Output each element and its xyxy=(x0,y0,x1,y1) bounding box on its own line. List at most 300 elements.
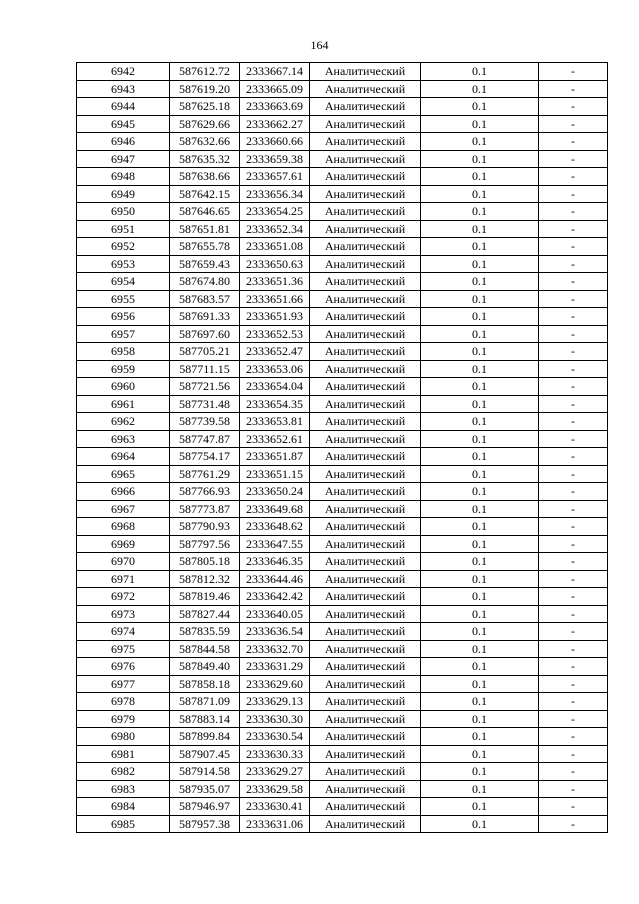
point-number-cell: 6948 xyxy=(77,168,170,186)
point-number-cell: 6949 xyxy=(77,185,170,203)
table-row xyxy=(77,343,608,361)
y-coordinate-cell: 2333629.13 xyxy=(240,693,310,711)
method-cell: Аналитический xyxy=(310,395,421,413)
accuracy-cell: 0.1 xyxy=(421,255,539,273)
table-body xyxy=(77,63,608,833)
accuracy-cell: 0.1 xyxy=(421,360,539,378)
note-cell: - xyxy=(539,710,608,728)
point-number-cell: 6954 xyxy=(77,273,170,291)
point-number-cell: 6959 xyxy=(77,360,170,378)
y-coordinate-cell: 2333651.36 xyxy=(240,273,310,291)
x-coordinate-cell: 587957.38 xyxy=(170,815,240,833)
note-cell: - xyxy=(539,220,608,238)
method-cell: Аналитический xyxy=(310,763,421,781)
method-cell: Аналитический xyxy=(310,63,421,81)
x-coordinate-cell: 587773.87 xyxy=(170,500,240,518)
method-cell: Аналитический xyxy=(310,693,421,711)
method-cell: Аналитический xyxy=(310,745,421,763)
accuracy-cell: 0.1 xyxy=(421,518,539,536)
accuracy-cell: 0.1 xyxy=(421,640,539,658)
y-coordinate-cell: 2333630.33 xyxy=(240,745,310,763)
y-coordinate-cell: 2333632.70 xyxy=(240,640,310,658)
accuracy-cell: 0.1 xyxy=(421,448,539,466)
y-coordinate-cell: 2333651.15 xyxy=(240,465,310,483)
note-cell: - xyxy=(539,640,608,658)
accuracy-cell: 0.1 xyxy=(421,273,539,291)
x-coordinate-cell: 587625.18 xyxy=(170,98,240,116)
table-row xyxy=(77,763,608,781)
method-cell: Аналитический xyxy=(310,413,421,431)
x-coordinate-cell: 587747.87 xyxy=(170,430,240,448)
method-cell: Аналитический xyxy=(310,238,421,256)
table-row xyxy=(77,640,608,658)
y-coordinate-cell: 2333631.06 xyxy=(240,815,310,833)
accuracy-cell: 0.1 xyxy=(421,815,539,833)
x-coordinate-cell: 587683.57 xyxy=(170,290,240,308)
table-row xyxy=(77,63,608,81)
table-row xyxy=(77,395,608,413)
y-coordinate-cell: 2333629.27 xyxy=(240,763,310,781)
accuracy-cell: 0.1 xyxy=(421,220,539,238)
method-cell: Аналитический xyxy=(310,150,421,168)
accuracy-cell: 0.1 xyxy=(421,63,539,81)
x-coordinate-cell: 587705.21 xyxy=(170,343,240,361)
table-row xyxy=(77,378,608,396)
note-cell: - xyxy=(539,413,608,431)
note-cell: - xyxy=(539,465,608,483)
point-number-cell: 6975 xyxy=(77,640,170,658)
table-row xyxy=(77,98,608,116)
point-number-cell: 6962 xyxy=(77,413,170,431)
y-coordinate-cell: 2333654.35 xyxy=(240,395,310,413)
method-cell: Аналитический xyxy=(310,728,421,746)
accuracy-cell: 0.1 xyxy=(421,728,539,746)
accuracy-cell: 0.1 xyxy=(421,763,539,781)
table-row xyxy=(77,535,608,553)
accuracy-cell: 0.1 xyxy=(421,500,539,518)
accuracy-cell: 0.1 xyxy=(421,553,539,571)
y-coordinate-cell: 2333651.87 xyxy=(240,448,310,466)
x-coordinate-cell: 587612.72 xyxy=(170,63,240,81)
note-cell: - xyxy=(539,290,608,308)
y-coordinate-cell: 2333651.93 xyxy=(240,308,310,326)
table-row xyxy=(77,465,608,483)
note-cell: - xyxy=(539,675,608,693)
table-row xyxy=(77,448,608,466)
x-coordinate-cell: 587731.48 xyxy=(170,395,240,413)
method-cell: Аналитический xyxy=(310,133,421,151)
method-cell: Аналитический xyxy=(310,255,421,273)
x-coordinate-cell: 587651.81 xyxy=(170,220,240,238)
note-cell: - xyxy=(539,168,608,186)
note-cell: - xyxy=(539,623,608,641)
y-coordinate-cell: 2333657.61 xyxy=(240,168,310,186)
table-row xyxy=(77,133,608,151)
x-coordinate-cell: 587646.65 xyxy=(170,203,240,221)
y-coordinate-cell: 2333648.62 xyxy=(240,518,310,536)
y-coordinate-cell: 2333642.42 xyxy=(240,588,310,606)
note-cell: - xyxy=(539,360,608,378)
accuracy-cell: 0.1 xyxy=(421,570,539,588)
point-number-cell: 6943 xyxy=(77,80,170,98)
accuracy-cell: 0.1 xyxy=(421,203,539,221)
note-cell: - xyxy=(539,570,608,588)
x-coordinate-cell: 587697.60 xyxy=(170,325,240,343)
point-number-cell: 6951 xyxy=(77,220,170,238)
point-number-cell: 6973 xyxy=(77,605,170,623)
method-cell: Аналитический xyxy=(310,780,421,798)
x-coordinate-cell: 587812.32 xyxy=(170,570,240,588)
point-number-cell: 6955 xyxy=(77,290,170,308)
point-number-cell: 6952 xyxy=(77,238,170,256)
table-row xyxy=(77,203,608,221)
y-coordinate-cell: 2333656.34 xyxy=(240,185,310,203)
x-coordinate-cell: 587914.58 xyxy=(170,763,240,781)
y-coordinate-cell: 2333651.66 xyxy=(240,290,310,308)
note-cell: - xyxy=(539,395,608,413)
point-number-cell: 6968 xyxy=(77,518,170,536)
note-cell: - xyxy=(539,63,608,81)
point-number-cell: 6960 xyxy=(77,378,170,396)
x-coordinate-cell: 587739.58 xyxy=(170,413,240,431)
point-number-cell: 6984 xyxy=(77,798,170,816)
point-number-cell: 6978 xyxy=(77,693,170,711)
point-number-cell: 6977 xyxy=(77,675,170,693)
y-coordinate-cell: 2333662.27 xyxy=(240,115,310,133)
note-cell: - xyxy=(539,518,608,536)
x-coordinate-cell: 587805.18 xyxy=(170,553,240,571)
table-row xyxy=(77,413,608,431)
table-row xyxy=(77,115,608,133)
method-cell: Аналитический xyxy=(310,815,421,833)
y-coordinate-cell: 2333647.55 xyxy=(240,535,310,553)
method-cell: Аналитический xyxy=(310,308,421,326)
accuracy-cell: 0.1 xyxy=(421,185,539,203)
accuracy-cell: 0.1 xyxy=(421,675,539,693)
method-cell: Аналитический xyxy=(310,483,421,501)
x-coordinate-cell: 587766.93 xyxy=(170,483,240,501)
point-number-cell: 6974 xyxy=(77,623,170,641)
point-number-cell: 6946 xyxy=(77,133,170,151)
note-cell: - xyxy=(539,815,608,833)
table-row xyxy=(77,658,608,676)
method-cell: Аналитический xyxy=(310,623,421,641)
accuracy-cell: 0.1 xyxy=(421,150,539,168)
accuracy-cell: 0.1 xyxy=(421,395,539,413)
method-cell: Аналитический xyxy=(310,185,421,203)
y-coordinate-cell: 2333653.06 xyxy=(240,360,310,378)
point-number-cell: 6980 xyxy=(77,728,170,746)
table-row xyxy=(77,80,608,98)
accuracy-cell: 0.1 xyxy=(421,430,539,448)
method-cell: Аналитический xyxy=(310,570,421,588)
table-row xyxy=(77,325,608,343)
method-cell: Аналитический xyxy=(310,115,421,133)
method-cell: Аналитический xyxy=(310,658,421,676)
y-coordinate-cell: 2333640.05 xyxy=(240,605,310,623)
method-cell: Аналитический xyxy=(310,553,421,571)
point-number-cell: 6944 xyxy=(77,98,170,116)
y-coordinate-cell: 2333663.69 xyxy=(240,98,310,116)
method-cell: Аналитический xyxy=(310,518,421,536)
note-cell: - xyxy=(539,500,608,518)
accuracy-cell: 0.1 xyxy=(421,798,539,816)
accuracy-cell: 0.1 xyxy=(421,413,539,431)
note-cell: - xyxy=(539,273,608,291)
point-number-cell: 6961 xyxy=(77,395,170,413)
note-cell: - xyxy=(539,150,608,168)
note-cell: - xyxy=(539,80,608,98)
x-coordinate-cell: 587659.43 xyxy=(170,255,240,273)
y-coordinate-cell: 2333651.08 xyxy=(240,238,310,256)
note-cell: - xyxy=(539,728,608,746)
x-coordinate-cell: 587935.07 xyxy=(170,780,240,798)
point-number-cell: 6981 xyxy=(77,745,170,763)
note-cell: - xyxy=(539,308,608,326)
table-row xyxy=(77,518,608,536)
y-coordinate-cell: 2333667.14 xyxy=(240,63,310,81)
accuracy-cell: 0.1 xyxy=(421,98,539,116)
table-row xyxy=(77,588,608,606)
y-coordinate-cell: 2333652.53 xyxy=(240,325,310,343)
method-cell: Аналитический xyxy=(310,430,421,448)
x-coordinate-cell: 587871.09 xyxy=(170,693,240,711)
method-cell: Аналитический xyxy=(310,588,421,606)
y-coordinate-cell: 2333665.09 xyxy=(240,80,310,98)
x-coordinate-cell: 587638.66 xyxy=(170,168,240,186)
note-cell: - xyxy=(539,325,608,343)
table-row xyxy=(77,360,608,378)
y-coordinate-cell: 2333654.25 xyxy=(240,203,310,221)
accuracy-cell: 0.1 xyxy=(421,238,539,256)
note-cell: - xyxy=(539,535,608,553)
method-cell: Аналитический xyxy=(310,80,421,98)
note-cell: - xyxy=(539,343,608,361)
y-coordinate-cell: 2333659.38 xyxy=(240,150,310,168)
note-cell: - xyxy=(539,798,608,816)
y-coordinate-cell: 2333650.63 xyxy=(240,255,310,273)
point-number-cell: 6979 xyxy=(77,710,170,728)
note-cell: - xyxy=(539,780,608,798)
note-cell: - xyxy=(539,658,608,676)
note-cell: - xyxy=(539,378,608,396)
accuracy-cell: 0.1 xyxy=(421,378,539,396)
table-row xyxy=(77,693,608,711)
note-cell: - xyxy=(539,203,608,221)
point-number-cell: 6985 xyxy=(77,815,170,833)
x-coordinate-cell: 587899.84 xyxy=(170,728,240,746)
method-cell: Аналитический xyxy=(310,273,421,291)
table-row xyxy=(77,255,608,273)
accuracy-cell: 0.1 xyxy=(421,115,539,133)
accuracy-cell: 0.1 xyxy=(421,80,539,98)
table-row xyxy=(77,798,608,816)
x-coordinate-cell: 587827.44 xyxy=(170,605,240,623)
y-coordinate-cell: 2333650.24 xyxy=(240,483,310,501)
y-coordinate-cell: 2333652.47 xyxy=(240,343,310,361)
accuracy-cell: 0.1 xyxy=(421,465,539,483)
x-coordinate-cell: 587691.33 xyxy=(170,308,240,326)
point-number-cell: 6967 xyxy=(77,500,170,518)
method-cell: Аналитический xyxy=(310,798,421,816)
method-cell: Аналитический xyxy=(310,605,421,623)
method-cell: Аналитический xyxy=(310,710,421,728)
x-coordinate-cell: 587674.80 xyxy=(170,273,240,291)
point-number-cell: 6965 xyxy=(77,465,170,483)
x-coordinate-cell: 587907.45 xyxy=(170,745,240,763)
table-row xyxy=(77,780,608,798)
table-row xyxy=(77,430,608,448)
method-cell: Аналитический xyxy=(310,220,421,238)
point-number-cell: 6950 xyxy=(77,203,170,221)
y-coordinate-cell: 2333629.60 xyxy=(240,675,310,693)
accuracy-cell: 0.1 xyxy=(421,745,539,763)
point-number-cell: 6947 xyxy=(77,150,170,168)
point-number-cell: 6972 xyxy=(77,588,170,606)
y-coordinate-cell: 2333644.46 xyxy=(240,570,310,588)
y-coordinate-cell: 2333654.04 xyxy=(240,378,310,396)
note-cell: - xyxy=(539,448,608,466)
point-number-cell: 6945 xyxy=(77,115,170,133)
accuracy-cell: 0.1 xyxy=(421,343,539,361)
note-cell: - xyxy=(539,605,608,623)
note-cell: - xyxy=(539,763,608,781)
table-row xyxy=(77,605,608,623)
point-number-cell: 6956 xyxy=(77,308,170,326)
y-coordinate-cell: 2333630.54 xyxy=(240,728,310,746)
x-coordinate-cell: 587858.18 xyxy=(170,675,240,693)
point-number-cell: 6964 xyxy=(77,448,170,466)
point-number-cell: 6942 xyxy=(77,63,170,81)
method-cell: Аналитический xyxy=(310,343,421,361)
note-cell: - xyxy=(539,745,608,763)
x-coordinate-cell: 587655.78 xyxy=(170,238,240,256)
x-coordinate-cell: 587635.32 xyxy=(170,150,240,168)
method-cell: Аналитический xyxy=(310,203,421,221)
method-cell: Аналитический xyxy=(310,290,421,308)
method-cell: Аналитический xyxy=(310,465,421,483)
accuracy-cell: 0.1 xyxy=(421,483,539,501)
x-coordinate-cell: 587883.14 xyxy=(170,710,240,728)
method-cell: Аналитический xyxy=(310,640,421,658)
accuracy-cell: 0.1 xyxy=(421,710,539,728)
method-cell: Аналитический xyxy=(310,360,421,378)
note-cell: - xyxy=(539,185,608,203)
table-row xyxy=(77,290,608,308)
point-number-cell: 6976 xyxy=(77,658,170,676)
point-number-cell: 6982 xyxy=(77,763,170,781)
table-row xyxy=(77,168,608,186)
point-number-cell: 6971 xyxy=(77,570,170,588)
point-number-cell: 6958 xyxy=(77,343,170,361)
table-row xyxy=(77,238,608,256)
x-coordinate-cell: 587835.59 xyxy=(170,623,240,641)
x-coordinate-cell: 587849.40 xyxy=(170,658,240,676)
table-row xyxy=(77,185,608,203)
point-number-cell: 6969 xyxy=(77,535,170,553)
y-coordinate-cell: 2333629.58 xyxy=(240,780,310,798)
method-cell: Аналитический xyxy=(310,98,421,116)
note-cell: - xyxy=(539,238,608,256)
table-row xyxy=(77,675,608,693)
page-number: 164 xyxy=(310,38,329,52)
table-row xyxy=(77,273,608,291)
table-row xyxy=(77,745,608,763)
table-row xyxy=(77,500,608,518)
y-coordinate-cell: 2333630.30 xyxy=(240,710,310,728)
accuracy-cell: 0.1 xyxy=(421,308,539,326)
accuracy-cell: 0.1 xyxy=(421,658,539,676)
table-row xyxy=(77,483,608,501)
note-cell: - xyxy=(539,430,608,448)
y-coordinate-cell: 2333652.34 xyxy=(240,220,310,238)
note-cell: - xyxy=(539,483,608,501)
note-cell: - xyxy=(539,693,608,711)
y-coordinate-cell: 2333646.35 xyxy=(240,553,310,571)
method-cell: Аналитический xyxy=(310,500,421,518)
accuracy-cell: 0.1 xyxy=(421,168,539,186)
point-number-cell: 6957 xyxy=(77,325,170,343)
table-row xyxy=(77,815,608,833)
x-coordinate-cell: 587844.58 xyxy=(170,640,240,658)
accuracy-cell: 0.1 xyxy=(421,588,539,606)
method-cell: Аналитический xyxy=(310,675,421,693)
table-row xyxy=(77,150,608,168)
accuracy-cell: 0.1 xyxy=(421,133,539,151)
method-cell: Аналитический xyxy=(310,378,421,396)
accuracy-cell: 0.1 xyxy=(421,780,539,798)
x-coordinate-cell: 587819.46 xyxy=(170,588,240,606)
note-cell: - xyxy=(539,115,608,133)
note-cell: - xyxy=(539,98,608,116)
x-coordinate-cell: 587642.15 xyxy=(170,185,240,203)
note-cell: - xyxy=(539,553,608,571)
method-cell: Аналитический xyxy=(310,168,421,186)
point-number-cell: 6953 xyxy=(77,255,170,273)
method-cell: Аналитический xyxy=(310,448,421,466)
point-number-cell: 6970 xyxy=(77,553,170,571)
y-coordinate-cell: 2333660.66 xyxy=(240,133,310,151)
x-coordinate-cell: 587619.20 xyxy=(170,80,240,98)
x-coordinate-cell: 587754.17 xyxy=(170,448,240,466)
x-coordinate-cell: 587946.97 xyxy=(170,798,240,816)
table-row xyxy=(77,553,608,571)
x-coordinate-cell: 587797.56 xyxy=(170,535,240,553)
note-cell: - xyxy=(539,588,608,606)
x-coordinate-cell: 587761.29 xyxy=(170,465,240,483)
table-row xyxy=(77,728,608,746)
x-coordinate-cell: 587629.66 xyxy=(170,115,240,133)
note-cell: - xyxy=(539,133,608,151)
x-coordinate-cell: 587721.56 xyxy=(170,378,240,396)
table-row xyxy=(77,308,608,326)
note-cell: - xyxy=(539,255,608,273)
accuracy-cell: 0.1 xyxy=(421,623,539,641)
x-coordinate-cell: 587632.66 xyxy=(170,133,240,151)
point-number-cell: 6966 xyxy=(77,483,170,501)
y-coordinate-cell: 2333649.68 xyxy=(240,500,310,518)
accuracy-cell: 0.1 xyxy=(421,693,539,711)
accuracy-cell: 0.1 xyxy=(421,325,539,343)
y-coordinate-cell: 2333631.29 xyxy=(240,658,310,676)
method-cell: Аналитический xyxy=(310,325,421,343)
x-coordinate-cell: 587711.15 xyxy=(170,360,240,378)
table-row xyxy=(77,570,608,588)
table-row xyxy=(77,623,608,641)
accuracy-cell: 0.1 xyxy=(421,290,539,308)
point-number-cell: 6963 xyxy=(77,430,170,448)
coordinates-table xyxy=(76,62,608,833)
